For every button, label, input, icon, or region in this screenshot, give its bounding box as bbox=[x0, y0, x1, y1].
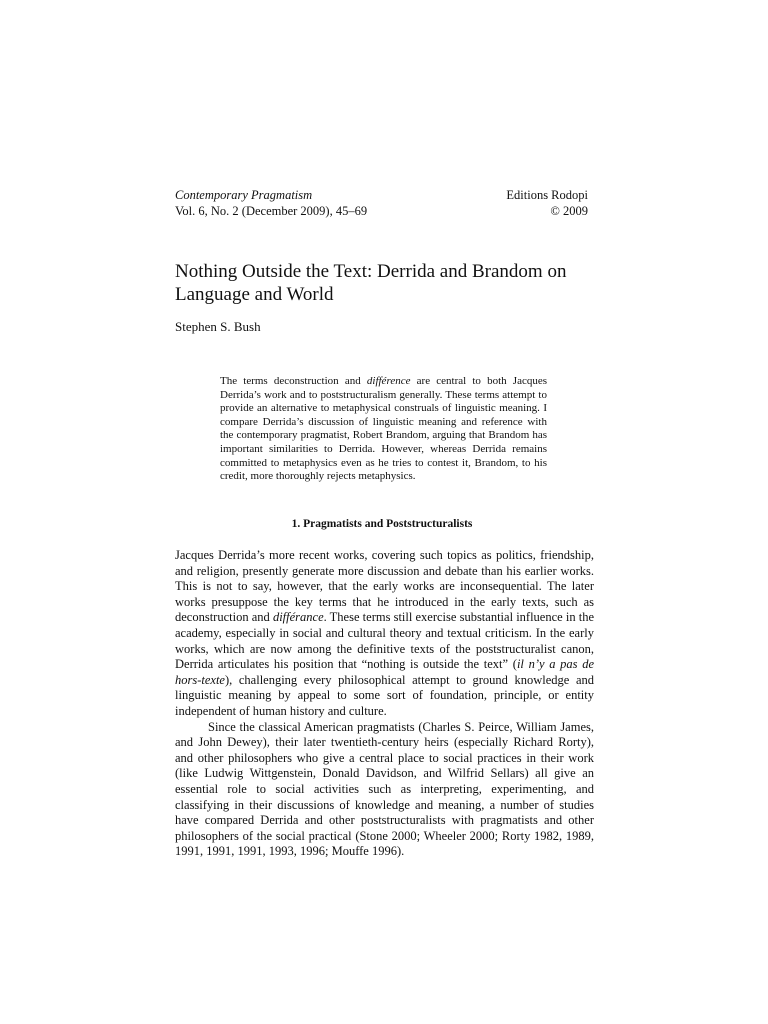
abstract-text-start: The terms deconstruction and bbox=[220, 375, 367, 387]
term-differance: différance bbox=[272, 610, 324, 625]
abstract-text-rest: are central to both Jacques Derrida’s work and to poststructuralism generally. These terms attempt to provide an alternative to metaphysical construals of linguistic meaning. I compare Derrida’s discussion of linguistic meaning and reference with the contemporary pragmatist, Robert Brandom, arguing that Brandom has important similarities to Derrida. However, whereas Derrida remains committed to metaphysics even as he tries to contest it, Brandom, to his credit, more thoroughly rejects metaphysics. bbox=[220, 375, 548, 483]
author-name: Stephen S. Bush bbox=[175, 319, 261, 334]
journal-name: Contemporary Pragmatism bbox=[175, 188, 313, 202]
volume-issue-pages: Vol. 6, No. 2 (December 2009), 45–69 bbox=[175, 204, 368, 218]
article-title: Nothing Outside the Text: Derrida and Brandom on Language and World bbox=[175, 261, 567, 305]
paragraph-2: Since the classical American pragmatists (Charles S. Peirce, William James, and John Dewey), their later twentieth-century heirs (especially Richard Rorty), and other philosophers who give a central place to social practices in their work (like Ludwig Wittgenstein, Donald Davidson, and Wilfrid Sellars) all give an essential role to social activities such as interpreting, experimenting, and classifying in their discussions of knowledge and meaning, a number of studies have compared Derrida and other poststructuralists with pragmatists and other philosophers of the social practical (Stone 2000; Wheeler 2000; Rorty 1982, 1989, 1991, 1991, 1991, 1993, 1996; Mouffe 1996). bbox=[175, 719, 594, 859]
body-text bbox=[175, 548, 594, 860]
french-quote: il n’y a pas de hors-texte bbox=[175, 657, 595, 687]
publisher-info bbox=[506, 187, 588, 219]
paragraph-1-part-a: Jacques Derrida’s more recent works, covering such topics as politics, friendship, and religion, presently generate more discussion and debate than his earlier works. This is not to say, however, that the early works are inconsequential. The later works presuppose the key terms that he introduced in the early texts, such as deconstruction and bbox=[175, 548, 594, 625]
section-heading: 1. Pragmatists and Poststructuralists bbox=[291, 518, 473, 530]
journal-citation bbox=[175, 187, 367, 219]
paragraph-1-part-b: . These terms still exercise substantial influence in the academy, especially in social and cultural theory and textual criticism. In the early works, which are now among the definitive texts of the poststructuralist canon, Derrida articulates his position that “nothing is outside the text” ( bbox=[175, 610, 594, 672]
abstract bbox=[220, 375, 547, 484]
paragraph-1 bbox=[175, 548, 594, 720]
paragraph-1-part-c: ), challenging every philosophical attempt to ground knowledge and linguistic meaning by appeal to some sort of foundation, principle, or entity independent of human history and culture. bbox=[175, 672, 594, 718]
publisher-name: Editions Rodopi bbox=[506, 188, 588, 202]
abstract-term-difference: différence bbox=[366, 375, 411, 387]
copyright-notice: © 2009 bbox=[550, 204, 588, 218]
